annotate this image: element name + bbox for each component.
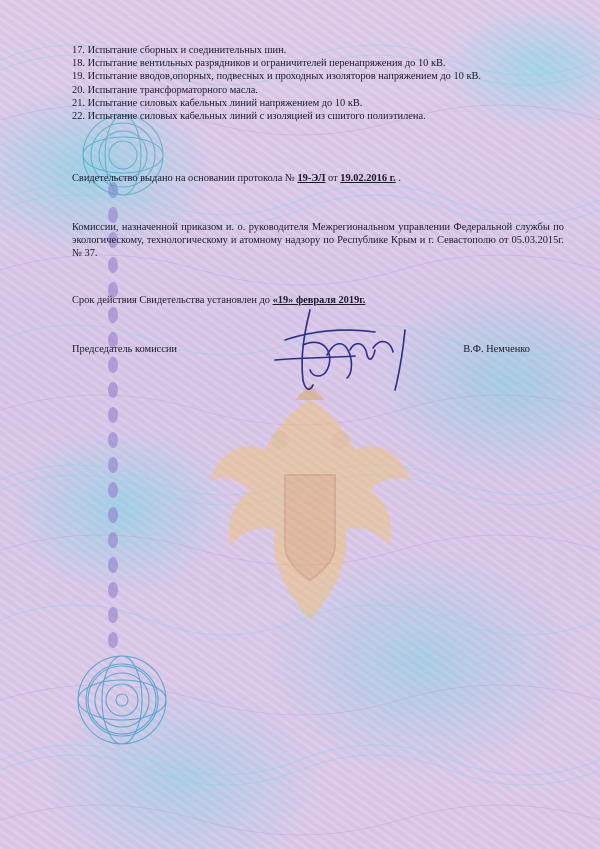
list-item: 17. Испытание сборных и соединительных шин. bbox=[72, 45, 287, 56]
chairman-signature bbox=[255, 300, 425, 400]
list-item: 20. Испытание трансформаторного масла. bbox=[72, 84, 258, 96]
certificate-prefix: Свидетельство выдано на основании протокола № bbox=[72, 173, 298, 184]
list-item: 19. Испытание вводов,опорных, подвесных и проходных изоляторов напряжением до 10 кВ. bbox=[72, 71, 482, 83]
chairman-name: В.Ф. Немченко bbox=[463, 344, 530, 355]
protocol-date: 19.02.2016 г. bbox=[340, 173, 396, 184]
certificate-middle: от bbox=[325, 173, 341, 184]
list-item: 21. Испытание силовых кабельных линий напряжением до 10 кВ. bbox=[72, 97, 363, 109]
certificate-basis bbox=[72, 172, 564, 185]
protocol-number: 19-ЭЛ bbox=[297, 173, 326, 184]
validity-prefix: Срок действия Свидетельства установлен до bbox=[72, 295, 273, 306]
test-list bbox=[72, 44, 564, 123]
validity-date: «19» февраля 2019г. bbox=[272, 295, 366, 306]
commission-paragraph: Комиссии, назначенной приказом и. о. руководителя Межрегиональном управлении Федеральной службы по экологическому, технологическому и атомному надзору по Республике Крым и г. Севастополю от 05.03.2015г. № 37. bbox=[72, 222, 564, 260]
list-item: 22. Испытание силовых кабельных линий с изоляцией из сшитого полиэтилена. bbox=[72, 111, 426, 123]
rosette-top-icon bbox=[78, 110, 168, 200]
rosette-bottom-icon bbox=[72, 650, 172, 750]
list-item: 18. Испытание вентильных разрядников и ограничителей перенапряжения до 10 кВ. bbox=[72, 58, 446, 70]
chairman-label: Председатель комиссии bbox=[72, 344, 177, 355]
double-headed-eagle-emblem-icon bbox=[195, 380, 425, 640]
certificate-suffix: . bbox=[395, 173, 401, 184]
